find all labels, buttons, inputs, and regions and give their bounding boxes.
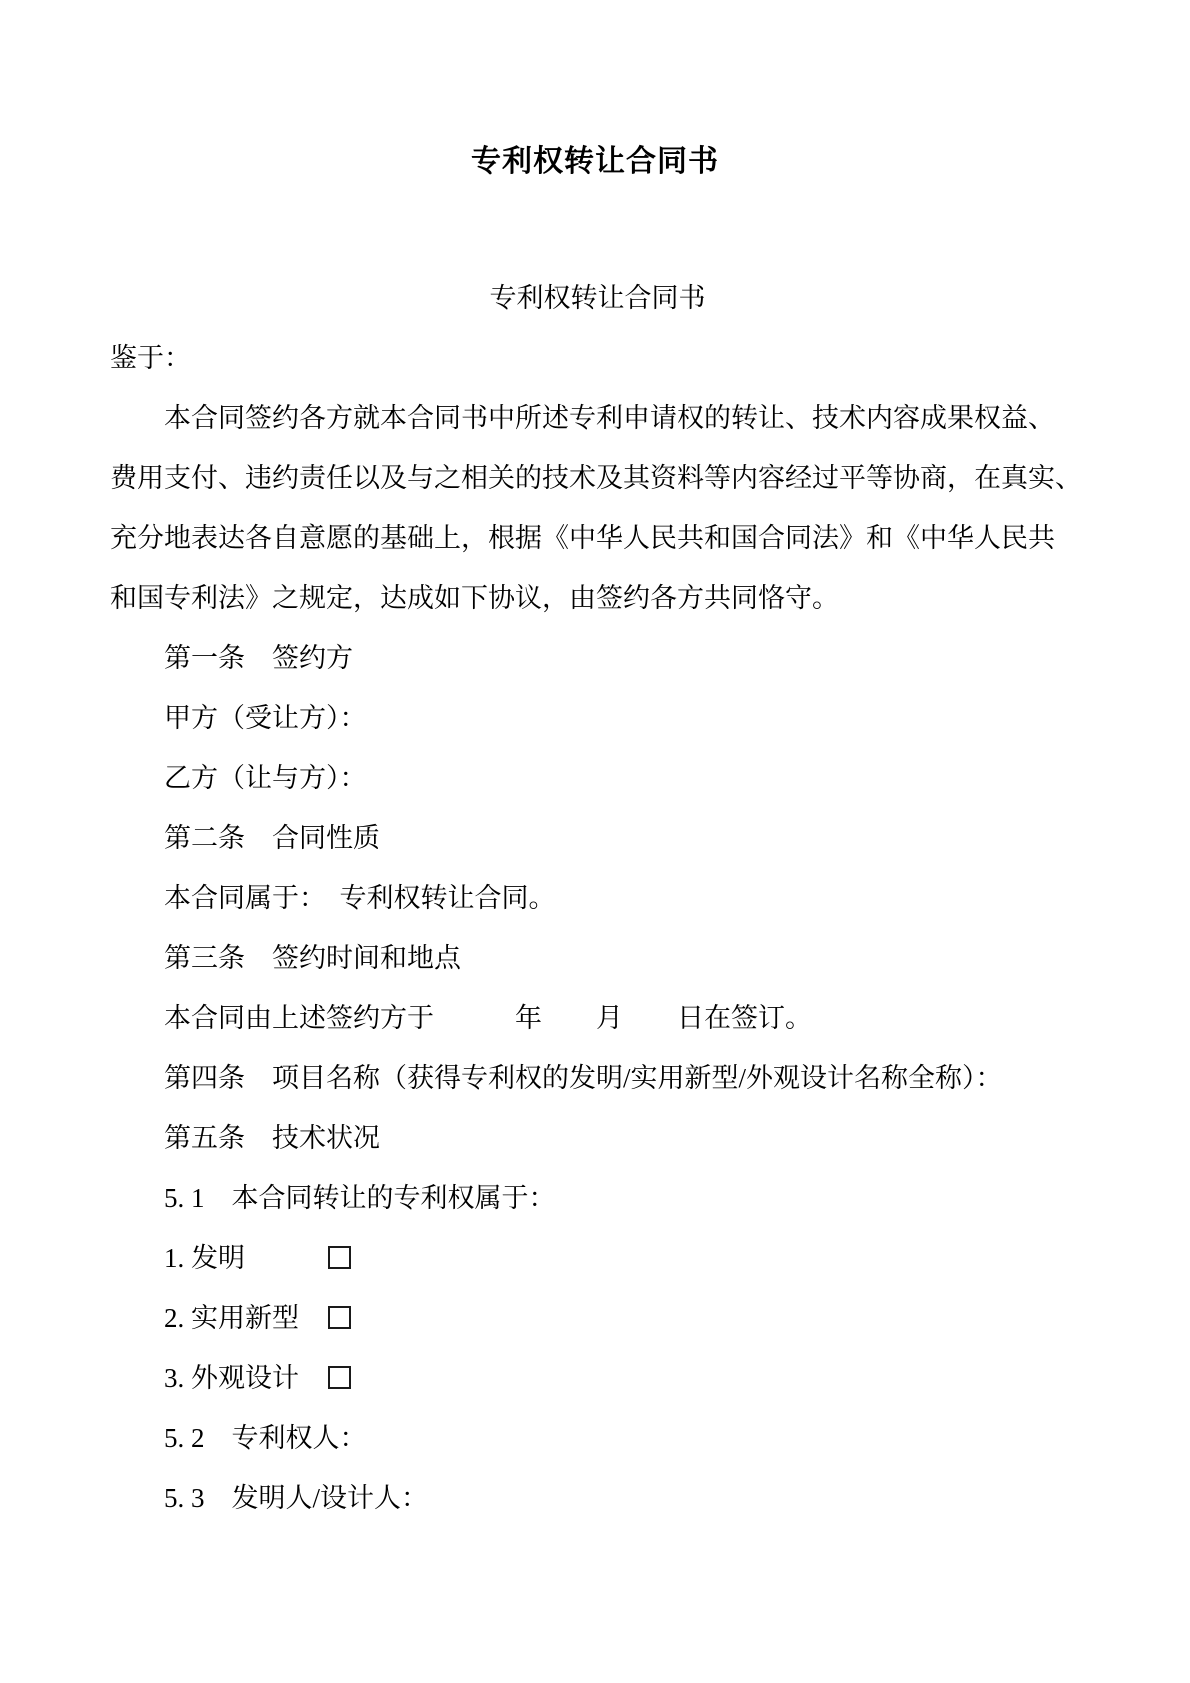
clause-3-heading: 第三条 签约时间和地点 [164, 943, 461, 973]
invention-checkbox[interactable] [328, 1246, 351, 1269]
design-checkbox[interactable] [328, 1366, 351, 1389]
preamble-line-1: 本合同签约各方就本合同书中所述专利申请权的转让、技术内容成果权益、 [164, 403, 1055, 433]
preamble-line-3: 充分地表达各自意愿的基础上，根据《中华人民共和国合同法》和《中华人民共 [110, 523, 1055, 553]
patent-type-option-utility-model [110, 1288, 1085, 1348]
patent-type-invention-label: 1. 发明 [164, 1243, 326, 1273]
patent-type-utility-model-label: 2. 实用新型 [164, 1303, 326, 1333]
sign-date-place-line: 本合同由上述签约方于 年 月 日在签订。 [164, 1003, 812, 1033]
item-5-3-line: 5. 3 发明人/设计人： [164, 1483, 429, 1513]
utility-model-checkbox[interactable] [328, 1306, 351, 1329]
preamble-line-4: 和国专利法》之规定，达成如下协议，由签约各方共同恪守。 [110, 583, 839, 613]
document-title: 专利权转让合同书 [471, 145, 719, 178]
preamble-label: 鉴于： [110, 343, 191, 373]
item-5-1-line: 5. 1 本合同转让的专利权属于： [164, 1183, 556, 1213]
clause-2-heading: 第二条 合同性质 [164, 823, 380, 853]
patent-type-option-design [110, 1348, 1085, 1408]
patent-type-option-invention [110, 1228, 1085, 1288]
clause-5-heading: 第五条 技术状况 [164, 1123, 380, 1153]
clause-4-heading: 第四条 项目名称（获得专利权的发明/实用新型/外观设计名称全称）： [164, 1063, 1003, 1093]
item-5-2-line: 5. 2 专利权人： [164, 1423, 367, 1453]
party-b-line: 乙方（让与方）： [164, 763, 367, 793]
document-body [110, 268, 1085, 1528]
preamble-line-2: 费用支付、违约责任以及与之相关的技术及其资料等内容经过平等协商，在真实、 [110, 463, 1082, 493]
document-subtitle: 专利权转让合同书 [489, 283, 706, 313]
contract-nature-line: 本合同属于： 专利权转让合同。 [164, 883, 556, 913]
patent-type-design-label: 3. 外观设计 [164, 1363, 326, 1393]
party-a-line: 甲方（受让方）： [164, 703, 367, 733]
clause-1-heading: 第一条 签约方 [164, 643, 353, 673]
